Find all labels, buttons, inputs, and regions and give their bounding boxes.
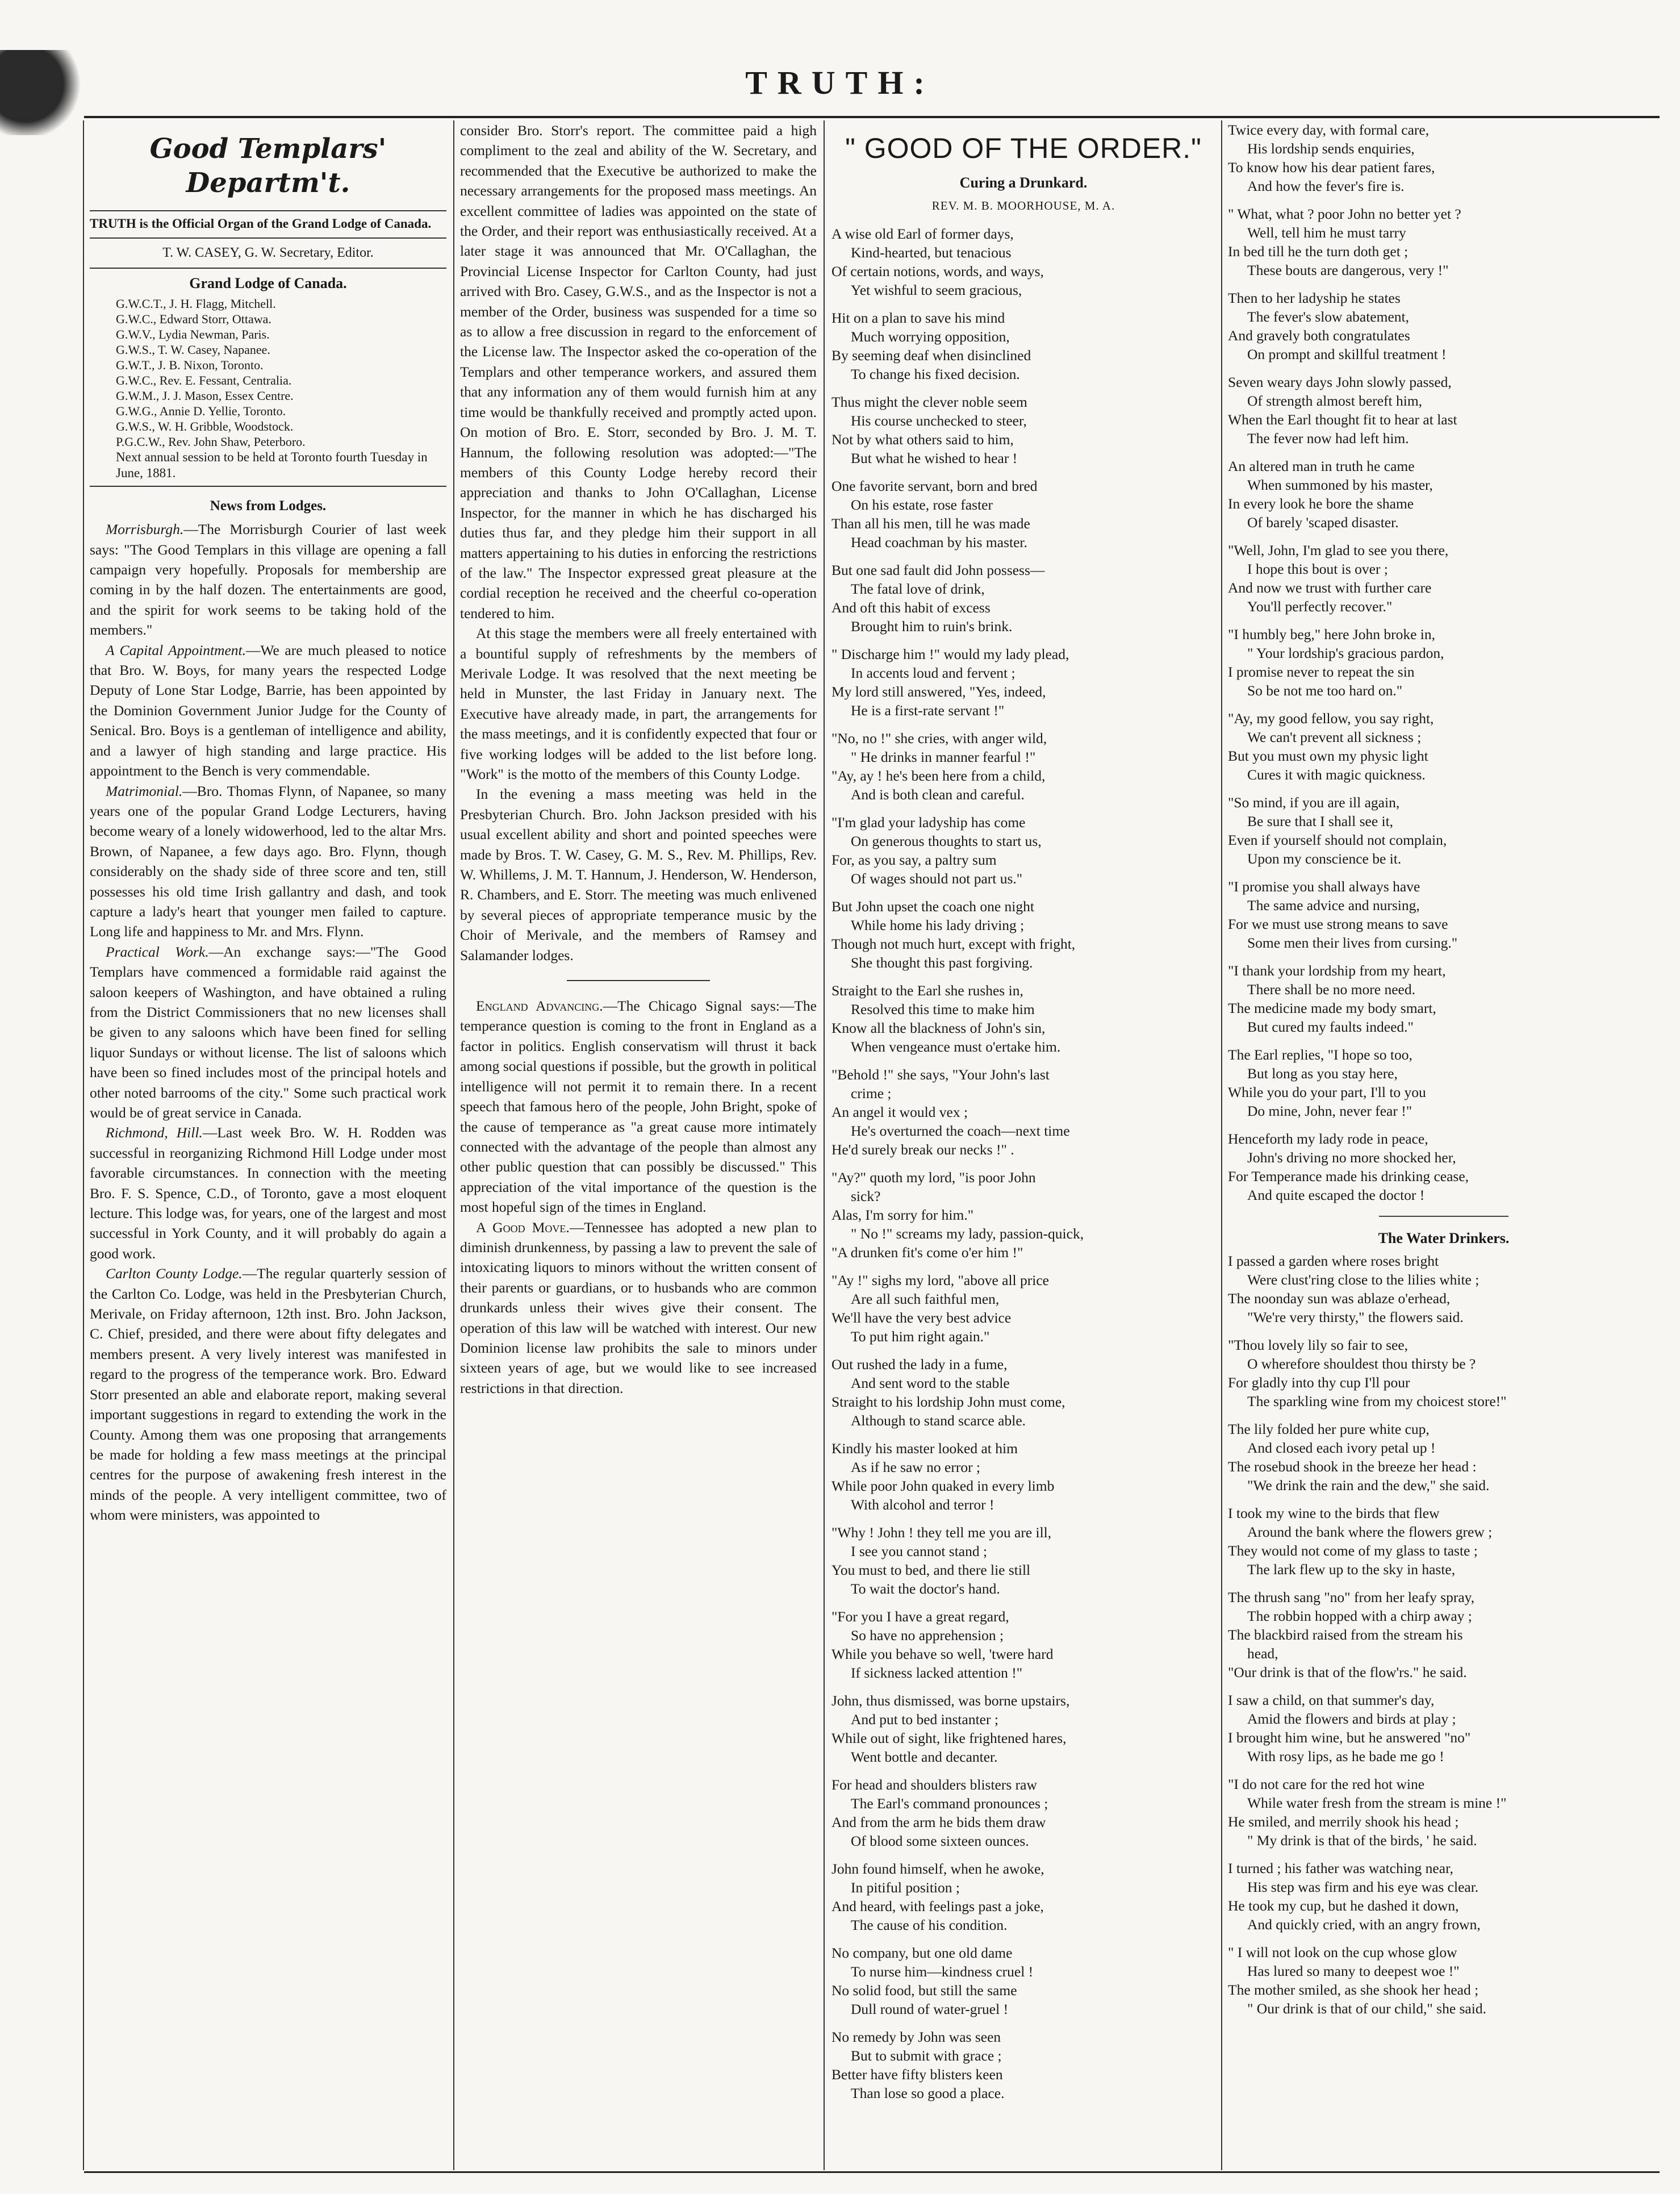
verse-line: His lordship sends enquiries, bbox=[1247, 140, 1415, 157]
verse-line: Brought him to ruin's brink. bbox=[851, 618, 1013, 635]
stanza bbox=[831, 1775, 1215, 1850]
article-paragraph: At this stage the members were all freely entertained with a bountiful supply of refreshments by the members of Merivale Lodge. It was resolved that the next meeting be held in Munster, the last Friday in January next. The Executive have already made, in part, the arrangements for the mass meetings, and it is confidently expected that four or five working lodges will be added to the list before long. "Work" is the motto of the members of this County Lodge. bbox=[460, 625, 817, 782]
verse-line: "Ay !" sighs my lord, "above all price bbox=[831, 1271, 1049, 1288]
verse-line: An angel it would vex ; bbox=[831, 1103, 968, 1120]
verse-line: Than lose so good a place. bbox=[851, 2084, 1005, 2101]
verse-line: For Temperance made his drinking cease, bbox=[1228, 1168, 1469, 1184]
verse-line: But you must own my physic light bbox=[1228, 748, 1428, 764]
verse-line: "We drink the rain and the dew," she said. bbox=[1247, 1477, 1490, 1494]
verse-line: We'll have the very best advice bbox=[831, 1309, 1012, 1326]
verse-line: The fever now had left him. bbox=[1247, 430, 1409, 447]
verse-line: When summoned by his master, bbox=[1247, 477, 1433, 493]
verse-line: She thought this past forgiving. bbox=[851, 954, 1033, 971]
verse-line: The noonday sun was ablaze o'erhead, bbox=[1228, 1290, 1451, 1307]
verse-line: The rosebud shook in the breeze her head : bbox=[1228, 1458, 1477, 1475]
poem-title: Curing a Drunkard. bbox=[959, 174, 1088, 191]
news-item: Carlton County Lodge.—The regular quarterly session of the Carlton Co. Lodge, was held in the Presbyterian Church, Merivale, on Friday afternoon, 12th inst. Bro. John Jackson, C. Chief, presided, and there were about fifty delegates and members present. A very lively interest was manifested in regard to the progress of the temperance work. Bro. Edward Storr presented an able and elaborate report, making several important suggestions in regard to extending the work in the County. Among them was one proposing that arrangements be made for holding a few mass meetings at the principal centres for the purpose of awakening fresh interest in the minds of the people. A very intelligent committee, two of whom were ministers, was appointed to bbox=[90, 1265, 446, 1524]
verse-line: The robbin hopped with a chirp away ; bbox=[1247, 1608, 1472, 1625]
masthead: TRUTH: bbox=[745, 64, 935, 101]
news-item: Morrisburgh.—The Morrisburgh Courier of last week says: "The Good Templars in this village are opening a fall campaign very hopefully. Proposals for membership are coming in by the half dozen. The entertainments are good, and the spirit for work seems to be taking hold of the members." bbox=[90, 521, 446, 639]
verse-line: While home his lady driving ; bbox=[851, 916, 1025, 933]
verse-line: " He drinks in manner fearful !" bbox=[851, 748, 1036, 765]
verse-line: Of barely 'scaped disaster. bbox=[1247, 514, 1399, 531]
verse-line: His course unchecked to steer, bbox=[851, 412, 1027, 429]
verse-line: Then to her ladyship he states bbox=[1228, 290, 1401, 306]
verse-line: Do mine, John, never fear !" bbox=[1247, 1103, 1412, 1119]
verse-line: But John upset the coach one night bbox=[831, 898, 1034, 915]
verse-line: Than all his men, till he was made bbox=[831, 515, 1030, 532]
verse-line: "Our drink is that of the flow'rs." he said. bbox=[1228, 1664, 1467, 1681]
verse-line: And closed each ivory petal up ! bbox=[1247, 1440, 1436, 1457]
department-title: Good Templars' Departm't. bbox=[149, 133, 387, 199]
divider bbox=[567, 980, 709, 981]
verse-line: While you behave so well, 'twere hard bbox=[831, 1645, 1054, 1662]
verse-line: " Discharge him !" would my lady plead, bbox=[831, 645, 1069, 662]
officer-line: G.W.T., J. B. Nixon, Toronto. bbox=[116, 357, 264, 372]
verse-line: Yet wishful to seem gracious, bbox=[851, 281, 1022, 298]
verse-line: Much worrying opposition, bbox=[851, 328, 1010, 345]
verse-line: So be not me too hard on." bbox=[1247, 682, 1403, 699]
verse-line: Of wages should not part us." bbox=[851, 870, 1023, 887]
verse-line: In bed till he the turn doth get ; bbox=[1228, 243, 1409, 260]
stanza bbox=[1228, 1588, 1660, 1682]
verse-line: If sickness lacked attention !" bbox=[851, 1664, 1023, 1681]
verse-line: The Earl's command pronounces ; bbox=[851, 1795, 1048, 1812]
verse-line: He is a first-rate servant !" bbox=[851, 702, 1005, 719]
verse-line: The fever's slow abatement, bbox=[1247, 308, 1409, 325]
verse-line: But long as you stay here, bbox=[1247, 1065, 1398, 1082]
verse-line: They would not come of my glass to taste ; bbox=[1228, 1542, 1478, 1559]
verse-line: And quite escaped the doctor ! bbox=[1247, 1187, 1425, 1203]
verse-line: "No, no !" she cries, with anger wild, bbox=[831, 729, 1047, 746]
verse-line: "Ay, my good fellow, you say right, bbox=[1228, 710, 1434, 727]
stanza bbox=[1228, 709, 1660, 784]
verse-line: head, bbox=[1247, 1645, 1278, 1662]
verse-line: "We're very thirsty," the flowers said. bbox=[1247, 1309, 1464, 1326]
verse-line: "Ay, ay ! he's been here from a child, bbox=[831, 767, 1046, 784]
verse-line: He smiled, and merrily shook his head ; bbox=[1228, 1813, 1459, 1830]
article-paragraph: In the evening a mass meeting was held in the Presbyterian Church. Bro. John Jackson presided with his usual excellent ability and short and pointed speeches were made by Bros. T. W. Casey, G. M. S., Rev. M. Phillips, Rev. W. Whillems, J. M. T. Hannum, J. Henderson, W. Henderson, R. Chambers, and E. Storr. The meeting was much enlivened by several pieces of appropriate temperance music by the Choir of Merivale, and the members of Ramsey and Salamander lodges. bbox=[460, 786, 817, 963]
verse-line: Thus might the clever noble seem bbox=[831, 393, 1027, 410]
verse-line: On his estate, rose faster bbox=[851, 496, 993, 513]
verse-line: Well, tell him he must tarry bbox=[1247, 224, 1406, 241]
verse-line: The lark flew up to the sky in haste, bbox=[1247, 1561, 1456, 1578]
verse-line: Twice every day, with formal care, bbox=[1228, 122, 1430, 138]
news-heading: News from Lodges. bbox=[210, 498, 327, 514]
officer-line: G.W.C.T., J. H. Flagg, Mitchell. bbox=[116, 296, 276, 311]
verse-line: John, thus dismissed, was borne upstairs, bbox=[831, 1692, 1070, 1709]
verse-line: To nurse him—kindness cruel ! bbox=[851, 1963, 1034, 1980]
verse-line: John found himself, when he awoke, bbox=[831, 1860, 1044, 1877]
stanza bbox=[831, 477, 1215, 552]
verse-line: Straight to the Earl she rushes in, bbox=[831, 982, 1023, 999]
news-item: Matrimonial.—Bro. Thomas Flynn, of Napanee, so many years one of the popular Grand Lodge Lecturers, having become weary of a lonely widowerhood, led to the altar Mrs. Brown, of Napanee, a few days ago. Bro. Flynn, though considerably on the shady side of three score and ten, still possesses his old time Irish gallantry and dash, and took capture a lady's heart that younger men failed to capture. Long life and happiness to Mr. and Mrs. Flynn. bbox=[90, 782, 446, 940]
stanza bbox=[1228, 1252, 1660, 1327]
divider bbox=[90, 268, 446, 269]
verse-line: "Thou lovely lily so fair to see, bbox=[1228, 1337, 1409, 1354]
poem-author: REV. M. B. MOORHOUSE, M. A. bbox=[931, 199, 1115, 213]
verse-line: Alas, I'm sorry for him." bbox=[831, 1206, 974, 1223]
verse-line: Cures it with magic quickness. bbox=[1247, 766, 1426, 783]
verse-line: " What, what ? poor John no better yet ? bbox=[1228, 206, 1461, 222]
poem-body-continued bbox=[1228, 120, 1660, 1204]
verse-line: crime ; bbox=[851, 1085, 892, 1102]
verse-line: To wait the doctor's hand. bbox=[851, 1580, 1000, 1597]
stanza bbox=[831, 981, 1215, 1056]
verse-line: "A drunken fit's come o'er him !" bbox=[831, 1244, 1023, 1261]
verse-line: Better have fifty blisters keen bbox=[831, 2066, 1003, 2083]
verse-line: While poor John quaked in every limb bbox=[831, 1477, 1055, 1494]
verse-line: "I thank your lordship from my heart, bbox=[1228, 962, 1446, 979]
verse-line: "I'm glad your ladyship has come bbox=[831, 814, 1026, 831]
stanza bbox=[1228, 1859, 1660, 1934]
verse-line: The thrush sang "no" from her leafy spray, bbox=[1228, 1589, 1475, 1606]
verse-line: And oft this habit of excess bbox=[831, 599, 991, 616]
verse-line: "So mind, if you are ill again, bbox=[1228, 794, 1400, 811]
verse-line: And heard, with feelings past a joke, bbox=[831, 1897, 1044, 1914]
column-rule-2 bbox=[824, 120, 825, 2170]
stanza bbox=[1228, 205, 1660, 280]
poem-body bbox=[831, 224, 1215, 2103]
column-rule-left bbox=[83, 120, 84, 2170]
stanza bbox=[831, 393, 1215, 468]
verse-line: There shall be no more need. bbox=[1247, 981, 1415, 998]
verse-line: One favorite servant, born and bred bbox=[831, 477, 1038, 494]
stanza bbox=[831, 1691, 1215, 1766]
stanza bbox=[831, 1943, 1215, 2018]
officer-line: G.W.M., J. J. Mason, Essex Centre. bbox=[116, 388, 294, 403]
verse-line: Resolved this time to make him bbox=[851, 1000, 1035, 1017]
column-rule-1 bbox=[453, 120, 454, 2170]
verse-line: " I will not look on the cup whose glow bbox=[1228, 1944, 1457, 1961]
verse-line: "Behold !" she says, "Your John's last bbox=[831, 1066, 1050, 1083]
verse-line: My lord still answered, "Yes, indeed, bbox=[831, 683, 1046, 700]
verse-line: I brought him wine, but he answered "no" bbox=[1228, 1729, 1471, 1746]
verse-line: Know all the blackness of John's sin, bbox=[831, 1019, 1046, 1036]
verse-line: Even if yourself should not complain, bbox=[1228, 832, 1447, 848]
stanza bbox=[831, 224, 1215, 299]
verse-line: I hope this bout is over ; bbox=[1247, 561, 1388, 577]
verse-line: " My drink is that of the birds, ' he said. bbox=[1247, 1832, 1477, 1849]
verse-line: And how the fever's fire is. bbox=[1247, 178, 1405, 194]
officer-line: G.W.S., T. W. Casey, Napanee. bbox=[116, 342, 270, 357]
verse-line: " Our drink is that of our child," she said. bbox=[1247, 2000, 1486, 2017]
verse-line: "I do not care for the red hot wine bbox=[1228, 1776, 1425, 1793]
article-good-move: A Good Move.—Tennessee has adopted a new plan to diminish drunkenness, by passing a law to prevent the sale of intoxicating liquors to minors without the written consent of their parents or guardians, or to husbands who are common drunkards unless their wives give their consent. The operation of this law will be watched with interest. Our new Dominion license law prohibits the sale to minors under sixteen years of age, but we would like to see increased restrictions in that direction. bbox=[460, 1219, 817, 1396]
verse-line: Around the bank where the flowers grew ; bbox=[1247, 1524, 1493, 1541]
article-continuation: consider Bro. Storr's report. The committee paid a high compliment to the zeal and ability of the W. Secretary, and recommended that the Executive be authorized to make the necessary arrangements for the proposed mass meetings. An excellent committee of ladies was appointed on the state of the Order, and their report was enthusiastically received. At a later stage it was announced that Mr. O'Callaghan, the Provincial License Inspector for Carlton County, had just arrived with Bro. Casey, G.W.S., and as the Inspector is not a member of the Order, business was suspended for a time so as to allow a free discussion in regard to the enforcement of the License law. The Inspector asked the co-operation of the Templars and other temperance workers, and assured them that any information any of them would furnish him at any time would be thankfully received and promptly acted upon. On motion of Bro. E. Storr, seconded by Bro. J. M. T. Hannum, the following resolution was adopted:—"The members of this County Lodge hereby record their appreciation and thanks to John O'Callaghan, License Inspector, for the manner in which he has discharged his duties thus far, and they pledge him their support in all matters appertaining to his duties in enforcing the restrictions of the law." The Inspector expressed great pleasure at the cordial reception he received and the cheerful co-operation tendered to him. bbox=[460, 122, 817, 622]
verse-line: Henceforth my lady rode in peace, bbox=[1228, 1131, 1428, 1147]
stanza bbox=[831, 1271, 1215, 1346]
stanza bbox=[1228, 1775, 1660, 1850]
verse-line: And from the arm he bids them draw bbox=[831, 1813, 1046, 1830]
verse-line: So have no apprehension ; bbox=[851, 1626, 1004, 1644]
divider bbox=[90, 210, 446, 211]
verse-line: An altered man in truth he came bbox=[1228, 458, 1415, 474]
stanza bbox=[1228, 120, 1660, 195]
stanza bbox=[1228, 1943, 1660, 2018]
verse-line: Upon my conscience be it. bbox=[1247, 850, 1402, 867]
stanza bbox=[831, 1859, 1215, 1934]
verse-line: I turned ; his father was watching near, bbox=[1228, 1860, 1453, 1877]
verse-line: You must to bed, and there lie still bbox=[831, 1561, 1031, 1578]
divider bbox=[90, 486, 446, 487]
verse-line: With rosy lips, as he bade me go ! bbox=[1247, 1748, 1444, 1765]
stanza bbox=[1228, 1504, 1660, 1579]
verse-line: And sent word to the stable bbox=[851, 1374, 1010, 1391]
verse-line: Amid the flowers and birds at play ; bbox=[1247, 1711, 1456, 1728]
verse-line: The same advice and nursing, bbox=[1247, 897, 1420, 914]
officer-line: G.W.C., Rev. E. Fessant, Centralia. bbox=[116, 373, 292, 387]
verse-line: Kind-hearted, but tenacious bbox=[851, 244, 1012, 261]
stanza bbox=[1228, 793, 1660, 868]
verse-line: "Well, John, I'm glad to see you there, bbox=[1228, 542, 1449, 558]
verse-line: The medicine made my body smart, bbox=[1228, 1000, 1436, 1016]
verse-line: He'd surely break our necks !" . bbox=[831, 1141, 1014, 1158]
verse-line: With alcohol and terror ! bbox=[851, 1496, 994, 1513]
verse-line: " No !" screams my lady, passion-quick, bbox=[851, 1225, 1084, 1242]
stanza bbox=[1228, 289, 1660, 364]
verse-line: I promise never to repeat the sin bbox=[1228, 664, 1415, 680]
verse-line: Head coachman by his master. bbox=[851, 533, 1027, 550]
verse-line: When the Earl thought fit to hear at last bbox=[1228, 411, 1457, 428]
verse-line: I saw a child, on that summer's day, bbox=[1228, 1692, 1435, 1709]
verse-line: While out of sight, like frightened hares, bbox=[831, 1729, 1067, 1746]
stanza bbox=[831, 645, 1215, 720]
officer-line: P.G.C.W., Rev. John Shaw, Peterboro. bbox=[116, 434, 306, 449]
verse-line: The blackbird raised from the stream his bbox=[1228, 1626, 1463, 1644]
verse-line: He took my cup, but he dashed it down, bbox=[1228, 1897, 1459, 1914]
column-2 bbox=[460, 120, 817, 2166]
article-england-advancing: England Advancing.—The Chicago Signal says:—The temperance question is coming to the front in England as a factor in politics. English conservatism will thrust it back among social questions if possible, but the growth in political intelligence will not permit it to remain there. In a recent speech that famous hero of the people, John Bright, spoke of the cause of temperance as "a great cause more intimately connected with the advantage of the people than almost any other public question that can possibly be discussed." This appreciation of the vital importance of the question is the most hopeful sign of the times in England. bbox=[460, 998, 817, 1216]
verse-line: Seven weary days John slowly passed, bbox=[1228, 374, 1452, 390]
verse-line: Out rushed the lady in a fume, bbox=[831, 1355, 1008, 1373]
top-rule bbox=[84, 116, 1660, 118]
verse-line: "I humbly beg," here John broke in, bbox=[1228, 626, 1435, 643]
verse-line: Straight to his lordship John must come, bbox=[831, 1393, 1065, 1410]
verse-line: But cured my faults indeed." bbox=[1247, 1019, 1414, 1035]
verse-line: Of certain notions, words, and ways, bbox=[831, 262, 1044, 280]
verse-line: But one sad fault did John possess— bbox=[831, 561, 1045, 578]
verse-line: The cause of his condition. bbox=[851, 1916, 1008, 1933]
divider bbox=[1379, 1216, 1508, 1217]
stanza bbox=[1228, 457, 1660, 532]
news-item: Practical Work.—An exchange says:—"The Good Templars have commenced a formidable raid against the saloon keepers of Washington, and have obtained a ruling from the District Commissioners that no new licenses shall be given to any saloons which have been fined for selling liquor Sundays or without license. The list of saloons which have been so fined includes most of the principal hotels and other noted barrooms of the city." Some such practical work would be of great service in Canada. bbox=[90, 943, 446, 1121]
stanza bbox=[1228, 1045, 1660, 1120]
verse-line: In pitiful position ; bbox=[851, 1879, 960, 1896]
stanza bbox=[1228, 625, 1660, 700]
stanza bbox=[1228, 373, 1660, 448]
editor-line: T. W. CASEY, G. W. Secretary, Editor. bbox=[162, 245, 374, 260]
verse-line: The sparkling wine from my choicest store!" bbox=[1247, 1393, 1507, 1410]
verse-line: As if he saw no error ; bbox=[851, 1458, 981, 1475]
verse-line: Hit on a plan to save his mind bbox=[831, 309, 1005, 326]
verse-line: No remedy by John was seen bbox=[831, 2028, 1001, 2045]
stanza bbox=[831, 2028, 1215, 2103]
stanza bbox=[831, 308, 1215, 383]
verse-line: Of blood some sixteen ounces. bbox=[851, 1832, 1029, 1849]
verse-line: Although to stand scarce able. bbox=[851, 1412, 1026, 1429]
verse-line: A wise old Earl of former days, bbox=[831, 225, 1014, 242]
verse-line: On generous thoughts to start us, bbox=[851, 832, 1042, 849]
verse-line: Were clust'ring close to the lilies white ; bbox=[1247, 1271, 1480, 1288]
officer-line: G.W.V., Lydia Newman, Paris. bbox=[116, 327, 270, 341]
verse-line: Has lured so many to deepest woe !" bbox=[1247, 1963, 1460, 1980]
poem-water-drinkers bbox=[1228, 1252, 1660, 2018]
verse-line: We can't prevent all sickness ; bbox=[1247, 729, 1422, 745]
verse-line: And quickly cried, with an angry frown, bbox=[1247, 1916, 1481, 1933]
verse-line: And is both clean and careful. bbox=[851, 786, 1025, 803]
verse-line: For, as you say, a paltry sum bbox=[831, 851, 997, 868]
poem-title: The Water Drinkers. bbox=[1378, 1230, 1510, 1246]
verse-line: While water fresh from the stream is mine !" bbox=[1247, 1795, 1507, 1812]
verse-line: His step was firm and his eye was clear. bbox=[1247, 1879, 1479, 1896]
news-item: A Capital Appointment.—We are much pleased to notice that Bro. W. Boys, for many years the respected Lodge Deputy of Lone Star Lodge, Barrie, has been appointed by the Dominion Government Junior Judge for the County of Senical. Bro. Boys is a gentleman of intelligence and ability, and a lawyer of high standing and large practice. His appointment to the Bench is very commendable. bbox=[90, 641, 446, 779]
verse-line: For gladly into thy cup I'll pour bbox=[1228, 1374, 1410, 1391]
verse-line: Dull round of water-gruel ! bbox=[851, 2000, 1009, 2017]
verse-line: In every look he bore the shame bbox=[1228, 495, 1414, 512]
verse-line: To know how his dear patient fares, bbox=[1228, 159, 1435, 176]
annual-session-note: Next annual session to be held at Toronto fourth Tuesday in June, 1881. bbox=[116, 449, 428, 480]
grand-lodge-title: Grand Lodge of Canada. bbox=[189, 275, 347, 292]
verse-line: And gravely both congratulates bbox=[1228, 327, 1410, 344]
verse-line: And put to bed instanter ; bbox=[851, 1711, 998, 1728]
verse-line: These bouts are dangerous, very !" bbox=[1247, 262, 1449, 278]
verse-line: For head and shoulders blisters raw bbox=[831, 1776, 1037, 1793]
verse-line: Some men their lives from cursing." bbox=[1247, 935, 1458, 951]
verse-line: " Your lordship's gracious pardon, bbox=[1247, 645, 1444, 661]
verse-line: In accents loud and fervent ; bbox=[851, 664, 1015, 681]
stanza bbox=[831, 813, 1215, 888]
verse-line: Went bottle and decanter. bbox=[851, 1748, 998, 1765]
verse-line: "For you I have a great regard, bbox=[831, 1608, 1009, 1625]
stanza bbox=[831, 1439, 1215, 1514]
verse-line: No solid food, but still the same bbox=[831, 1982, 1017, 1999]
stanza bbox=[831, 1355, 1215, 1430]
officer-line: G.W.G., Annie D. Yellie, Toronto. bbox=[116, 403, 286, 418]
verse-line: I passed a garden where roses bright bbox=[1228, 1253, 1439, 1270]
stanza bbox=[1228, 961, 1660, 1036]
verse-line: The Earl replies, "I hope so too, bbox=[1228, 1046, 1412, 1063]
verse-line: The fatal love of drink, bbox=[851, 580, 985, 597]
verse-line: The mother smiled, as she shook her head ; bbox=[1228, 1982, 1479, 1999]
verse-line: You'll perfectly recover." bbox=[1247, 598, 1393, 615]
stanza bbox=[1228, 541, 1660, 616]
column-3 bbox=[831, 120, 1215, 2166]
stanza bbox=[831, 729, 1215, 804]
verse-line: But what he wished to hear ! bbox=[851, 449, 1018, 466]
stanza bbox=[1228, 1691, 1660, 1766]
stanza bbox=[1228, 877, 1660, 952]
verse-line: Not by what others said to him, bbox=[831, 431, 1014, 448]
verse-line: "Ay?" quoth my lord, "is poor John bbox=[831, 1169, 1036, 1186]
verse-line: Be sure that I shall see it, bbox=[1247, 813, 1394, 829]
news-item: Richmond, Hill.—Last week Bro. W. H. Rodden was successful in reorganizing Richmond Hill Lodge under most favorable circumstances. In connection with the meeting Bro. F. S. Spence, C.D., of Toronto, gave a most eloquent lecture. This lodge was, for years, one of the largest and most successful in York County, and it will probably do again a good work. bbox=[90, 1124, 446, 1262]
verse-line: On prompt and skillful treatment ! bbox=[1247, 346, 1447, 362]
verse-line: O wherefore shouldest thou thirsty be ? bbox=[1247, 1355, 1476, 1373]
divider bbox=[90, 237, 446, 239]
stanza bbox=[831, 1065, 1215, 1159]
verse-line: "Why ! John ! they tell me you are ill, bbox=[831, 1524, 1052, 1541]
stanza bbox=[1228, 1129, 1660, 1204]
verse-line: The lily folded her pure white cup, bbox=[1228, 1421, 1430, 1438]
verse-line: But to submit with grace ; bbox=[851, 2047, 1002, 2064]
stanza bbox=[831, 1523, 1215, 1598]
verse-line: For we must use strong means to save bbox=[1228, 916, 1448, 932]
column-1 bbox=[90, 120, 446, 2166]
verse-line: sick? bbox=[851, 1187, 881, 1204]
verse-line: No company, but one old dame bbox=[831, 1944, 1013, 1961]
column-rule-3 bbox=[1221, 120, 1222, 2170]
verse-line: By seeming deaf when disinclined bbox=[831, 347, 1031, 364]
stanza bbox=[831, 561, 1215, 636]
verse-line: To change his fixed decision. bbox=[851, 365, 1020, 382]
verse-line: While you do your part, I'll to you bbox=[1228, 1084, 1426, 1100]
verse-line: Of strength almost bereft him, bbox=[1247, 393, 1423, 409]
verse-line: Kindly his master looked at him bbox=[831, 1440, 1018, 1457]
stanza bbox=[1228, 1420, 1660, 1495]
verse-line: I see you cannot stand ; bbox=[851, 1542, 988, 1559]
official-organ-note: TRUTH is the Official Organ of the Grand Lodge of Canada. bbox=[90, 216, 432, 231]
stanza bbox=[1228, 1336, 1660, 1411]
verse-line: I took my wine to the birds that flew bbox=[1228, 1505, 1440, 1522]
verse-line: When vengeance must o'ertake him. bbox=[851, 1038, 1061, 1055]
verse-line: To put him right again." bbox=[851, 1328, 990, 1345]
column-4 bbox=[1228, 120, 1660, 2166]
officer-line: G.W.C., Edward Storr, Ottawa. bbox=[116, 311, 271, 326]
section-heading: " GOOD OF THE ORDER." bbox=[845, 132, 1202, 164]
verse-line: "I promise you shall always have bbox=[1228, 878, 1420, 895]
verse-line: Are all such faithful men, bbox=[851, 1290, 1000, 1307]
officer-line: G.W.S., W. H. Gribble, Woodstock. bbox=[116, 419, 294, 433]
verse-line: And now we trust with further care bbox=[1228, 579, 1432, 596]
verse-line: John's driving no more shocked her, bbox=[1247, 1149, 1456, 1166]
verse-line: Though not much hurt, except with fright, bbox=[831, 935, 1076, 952]
stanza bbox=[831, 897, 1215, 972]
stanza bbox=[831, 1607, 1215, 1682]
verse-line: He's overturned the coach—next time bbox=[851, 1122, 1070, 1139]
bottom-rule bbox=[84, 2171, 1660, 2173]
stanza bbox=[831, 1168, 1215, 1262]
